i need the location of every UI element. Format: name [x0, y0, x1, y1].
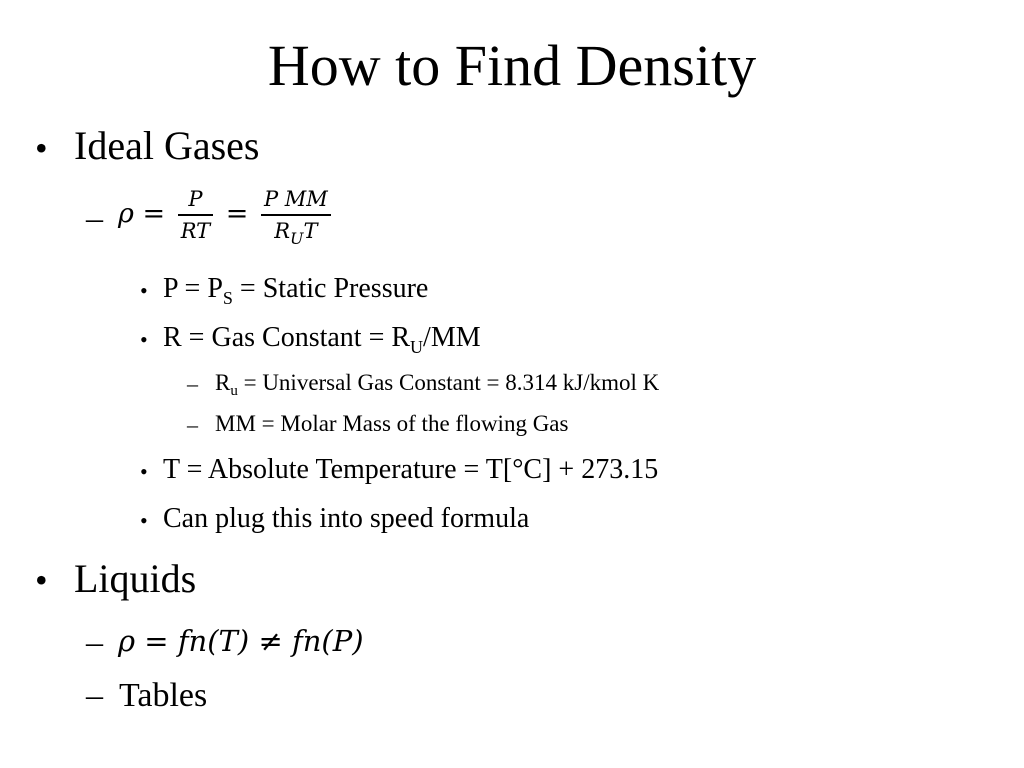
bullet-icon: • — [140, 459, 148, 484]
not-equal-sign: ≠ — [258, 624, 283, 658]
list-item-speed-formula: Can plug this into speed formula — [163, 503, 530, 534]
function-name: fn — [177, 624, 208, 658]
subscript: u — [230, 383, 238, 399]
list-item-tables: Tables — [119, 677, 208, 714]
fraction-p-over-rt — [178, 186, 213, 244]
bullet-icon: • — [140, 278, 148, 303]
dash-icon: – — [86, 624, 103, 661]
item-text: P = P — [163, 273, 223, 304]
ideal-gas-density-formula — [118, 186, 335, 248]
subscript: U — [290, 229, 304, 248]
equals-sign: = — [225, 198, 249, 230]
list-item-absolute-temperature: T = Absolute Temperature = T[°C] + 273.15 — [163, 454, 659, 485]
fraction-numerator: P MM — [261, 186, 331, 216]
liquid-density-formula — [118, 621, 364, 661]
dash-icon: – — [86, 200, 103, 237]
bullet-icon: • — [140, 327, 148, 352]
fraction-denominator — [261, 216, 331, 248]
item-text: R — [215, 370, 231, 395]
bullet-icon: • — [35, 560, 48, 600]
list-subitem-universal-gas-constant — [215, 369, 659, 397]
dash-icon: – — [187, 412, 198, 437]
equals-sign: = — [144, 624, 169, 658]
list-item-static-pressure — [163, 272, 428, 306]
heading-liquids: Liquids — [74, 556, 197, 601]
item-text: = Universal Gas Constant = 8.314 kJ/kmol K — [237, 370, 660, 395]
list-subitem-molar-mass: MM = Molar Mass of the flowing Gas — [215, 411, 569, 436]
fraction-numerator: P — [178, 186, 213, 216]
gas-constant-symbol: R — [274, 219, 291, 243]
fraction-denominator: RT — [180, 219, 211, 243]
rho-symbol: ρ — [118, 198, 134, 230]
temperature-symbol: T — [303, 219, 318, 243]
dash-icon: – — [86, 677, 103, 714]
heading-ideal-gases: Ideal Gases — [74, 123, 260, 168]
function-argument: (P) — [321, 624, 364, 658]
bullet-icon: • — [140, 508, 148, 533]
item-text: = Static Pressure — [232, 273, 429, 304]
dash-icon: – — [187, 371, 198, 396]
fraction-pmm-over-rut — [261, 186, 331, 248]
list-item-gas-constant — [163, 321, 481, 355]
item-text: R = Gas Constant = R — [163, 322, 411, 353]
bullet-icon: • — [35, 128, 48, 168]
function-argument: (T) — [207, 624, 250, 658]
item-text: /MM — [423, 322, 481, 353]
subscript: U — [410, 337, 424, 357]
slide-title: How to Find Density — [267, 33, 757, 98]
function-name: fn — [291, 624, 322, 658]
equals-sign: = — [142, 198, 166, 230]
subscript: S — [222, 288, 233, 308]
rho-symbol: ρ — [118, 624, 136, 658]
